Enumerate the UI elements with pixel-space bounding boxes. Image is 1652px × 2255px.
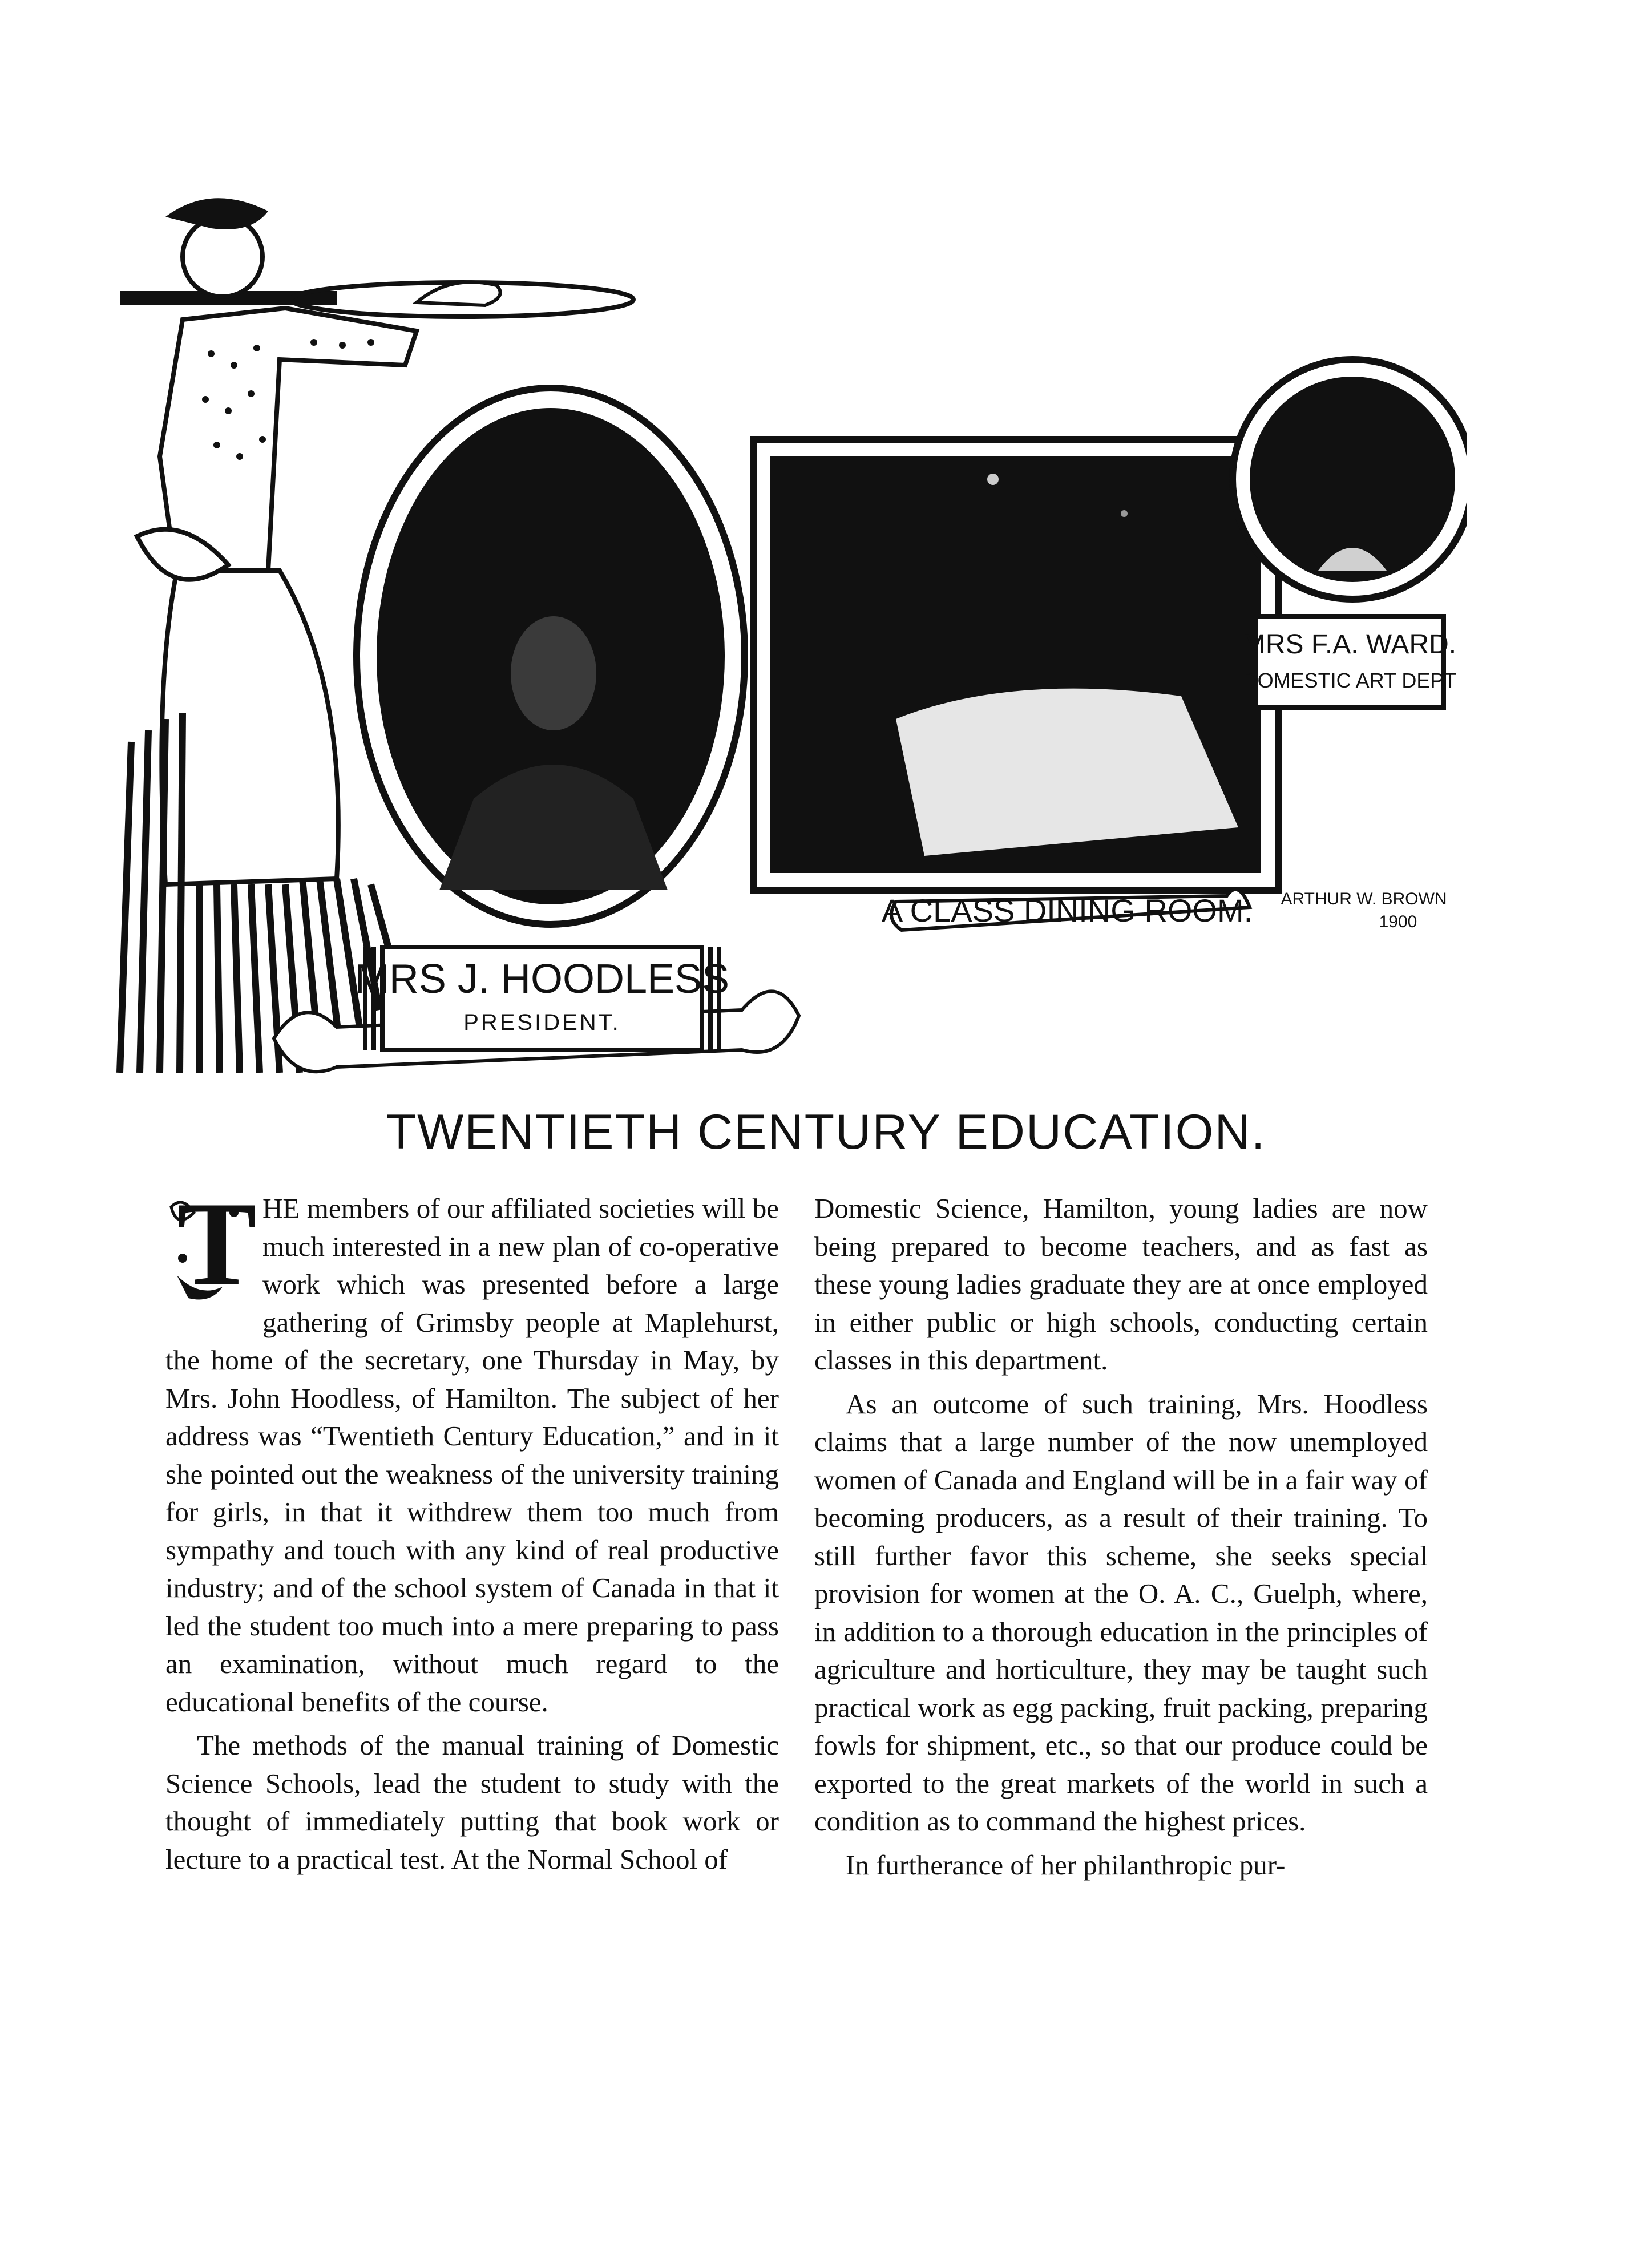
article-paragraph-4: As an outcome of such training, Mrs. Hoodless claims that a large number of the now unemployed women of Canada and England will be in a fair way of becoming producers, as a result of their training. To still further favor this scheme, she seeks special provision for women at the O. A. C., Guelph, where, in addition to a thorough education in the principles of agriculture and horticulture, they may be taught such practical work as egg packing, fruit packing, preparing fowls for shipment, etc., so that our produce could be exported to the great markets of the world in such a condition as to command the highest prices. <box>814 1388 1428 1837</box>
ward-name-caption: MRS F.A. WARD. <box>1242 629 1457 660</box>
dining-room-photo-frame <box>753 439 1278 890</box>
article-paragraph-3: Domestic Science, Hamilton, young ladies are now being prepared to become teachers, and as fast as these young ladies graduate they are at once employed in either public or high schools, conducting certain classes in this department. <box>814 1193 1428 1376</box>
decorative-dropcap <box>165 1178 257 1310</box>
left-column <box>165 1178 779 1878</box>
ward-portrait-frame <box>1233 359 1467 708</box>
hoodless-portrait-frame <box>357 388 745 924</box>
article-paragraph-1: HE members of our affiliated societies will be much interested in a new plan of co-operative work which was presented before a large gathering of Grimsby people at Maplehurst, the home of the secretary, one Thursday in May, by Mrs. John Hoodless, of Hamilton. The subject of her address was “Twentieth Century Education,” and in it she pointed out the weakness of the university training for girls, in that it withdrew them too much from sympathy and touch with any kind of real productive industry; and of the school system of Canada in that it led the student too much into a mere preparing to pass an examination, without much regard to the educational benefits of the course. <box>165 1193 779 1717</box>
dropcap-letter: T <box>177 1178 257 1310</box>
artist-year: 1900 <box>1379 912 1417 931</box>
article-paragraph-2: The methods of the manual training of Domestic Science Schools, lead the student to study with the thought of immediately putting that book work or lecture to a practical test. At the Normal School of <box>165 1729 779 1875</box>
dining-room-caption-scroll <box>882 890 1447 931</box>
article-title: TWENTIETH CENTURY EDUCATION. <box>386 1105 1266 1159</box>
president-name-caption: MRS J. HOODLESS <box>354 956 730 1002</box>
dining-room-caption: A CLASS DINING ROOM. <box>881 892 1253 928</box>
header-illustration <box>97 171 1467 1084</box>
right-column <box>814 1190 1428 1884</box>
artist-signature: ARTHUR W. BROWN <box>1281 890 1447 908</box>
ward-dept-caption: DOMESTIC ART DEPT <box>1242 669 1457 692</box>
article-paragraph-5: In furtherance of her philanthropic pur- <box>846 1849 1286 1881</box>
president-title-caption: PRESIDENT. <box>463 1010 621 1035</box>
